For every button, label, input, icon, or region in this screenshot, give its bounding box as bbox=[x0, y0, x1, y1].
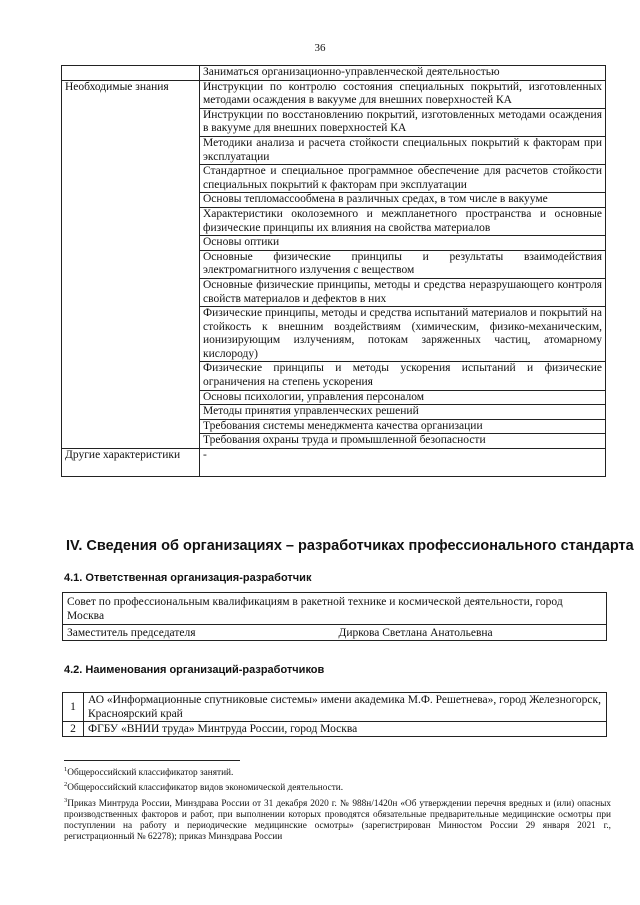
table-cell: Заниматься организационно-управленческой деятельностью bbox=[200, 66, 606, 81]
footnote bbox=[64, 764, 611, 779]
responsible-org-heading: 4.1. Ответственная организация-разработчик bbox=[64, 572, 312, 584]
developers-table bbox=[62, 692, 607, 737]
footnotes bbox=[64, 764, 611, 844]
knowledge-item: Основы тепломассообмена в различных средах, в том числе в вакууме bbox=[200, 193, 606, 208]
footnote bbox=[64, 779, 611, 794]
knowledge-item: Физические принципы и методы ускорения испытаний и физические ограничения на степень ускорения bbox=[200, 362, 606, 390]
knowledge-item: Физические принципы, методы и средства испытаний материалов и покрытий на стойкость к внешним воздействиям (химическим, физико-механическим, ионизирующим излучениям, потокам заряженных частиц, атомарному кислороду) bbox=[200, 307, 606, 362]
footnote-mark: 1 bbox=[64, 766, 68, 773]
other-characteristics-value: - bbox=[200, 449, 606, 477]
page-number: 36 bbox=[314, 42, 326, 54]
developer-number: 2 bbox=[63, 722, 84, 737]
footnote-text: Общероссийский классификатор видов экономической деятельности. bbox=[67, 783, 344, 794]
footnote bbox=[64, 795, 611, 844]
knowledge-item: Основные физические принципы, методы и средства неразрушающего контроля свойств материалов и дефектов в них bbox=[200, 278, 606, 306]
knowledge-item: Стандартное и специальное программное обеспечение для расчетов стойкости специальных покрытий к факторам при эксплуатации bbox=[200, 165, 606, 193]
knowledge-item: Требования охраны труда и промышленной безопасности bbox=[200, 434, 606, 449]
knowledge-item: Методы принятия управленческих решений bbox=[200, 405, 606, 420]
knowledge-item: Характеристики околоземного и межпланетного пространства и основные физические принципы их влияния на свойства материалов bbox=[200, 207, 606, 235]
knowledge-item: Методики анализа и расчета стойкости специальных покрытий к факторам при эксплуатации bbox=[200, 136, 606, 164]
footnote-mark: 3 bbox=[64, 796, 68, 804]
footnote-divider bbox=[64, 760, 240, 761]
knowledge-item: Основы психологии, управления персоналом bbox=[200, 390, 606, 405]
developer-name: ФГБУ «ВНИИ труда» Минтруда России, город Москва bbox=[84, 722, 607, 737]
table-row bbox=[62, 449, 606, 477]
table-row bbox=[63, 625, 607, 641]
knowledge-item: Основы оптики bbox=[200, 236, 606, 251]
table-cell-empty bbox=[62, 66, 200, 81]
developer-name: АО «Информационные спутниковые системы» имени академика М.Ф. Решетнева», город Железногорск, Красноярский край bbox=[84, 693, 607, 722]
table-row bbox=[62, 66, 606, 81]
representative-name: Диркова Светлана Анатольевна bbox=[335, 625, 607, 641]
footnote-text: Приказ Минтруда России, Минздрава России от 31 декабря 2020 г. № 988н/1420н «Об утверждении перечня вредных и (или) опасных производственных факторов и работ, при выполнении которых проводятся обязательные предварительные медицинские осмотры при поступлении на работу и периодические медицинские осмотры» (зарегистрирован Минюстом России 29 января 2021 г., регистрационный № 62278); приказ Минздрава России bbox=[64, 798, 611, 843]
section-title: IV. Сведения об организациях – разработчиках профессионального стандарта bbox=[66, 538, 634, 554]
developers-heading: 4.2. Наименования организаций-разработчиков bbox=[64, 664, 325, 676]
knowledge-item: Требования системы менеджмента качества организации bbox=[200, 419, 606, 434]
knowledge-item: Инструкции по восстановлению покрытий, изготовленных методами осаждения в вакууме для внешних поверхностей КА bbox=[200, 108, 606, 136]
knowledge-item: Основные физические принципы и результаты взаимодействия электромагнитного излучения с веществом bbox=[200, 250, 606, 278]
other-characteristics-label: Другие характеристики bbox=[62, 449, 200, 477]
footnote-mark: 2 bbox=[64, 781, 68, 789]
responsible-org-table bbox=[62, 592, 607, 641]
responsible-org-name: Совет по профессиональным квалификациям в ракетной технике и космической деятельности, город Москва bbox=[63, 593, 607, 625]
table-row bbox=[63, 693, 607, 722]
table-row bbox=[63, 722, 607, 737]
footnote-text: Общероссийский классификатор занятий. bbox=[67, 768, 234, 779]
required-knowledge-label: Необходимые знания bbox=[62, 80, 200, 448]
table-row bbox=[62, 80, 606, 108]
developer-number: 1 bbox=[63, 693, 84, 722]
table-row bbox=[63, 593, 607, 625]
knowledge-table bbox=[61, 65, 606, 477]
knowledge-item: Инструкции по контролю состояния специальных покрытий, изготовленных методами осаждения в вакууме для внешних поверхностей КА bbox=[200, 80, 606, 108]
representative-position: Заместитель председателя bbox=[63, 625, 335, 641]
